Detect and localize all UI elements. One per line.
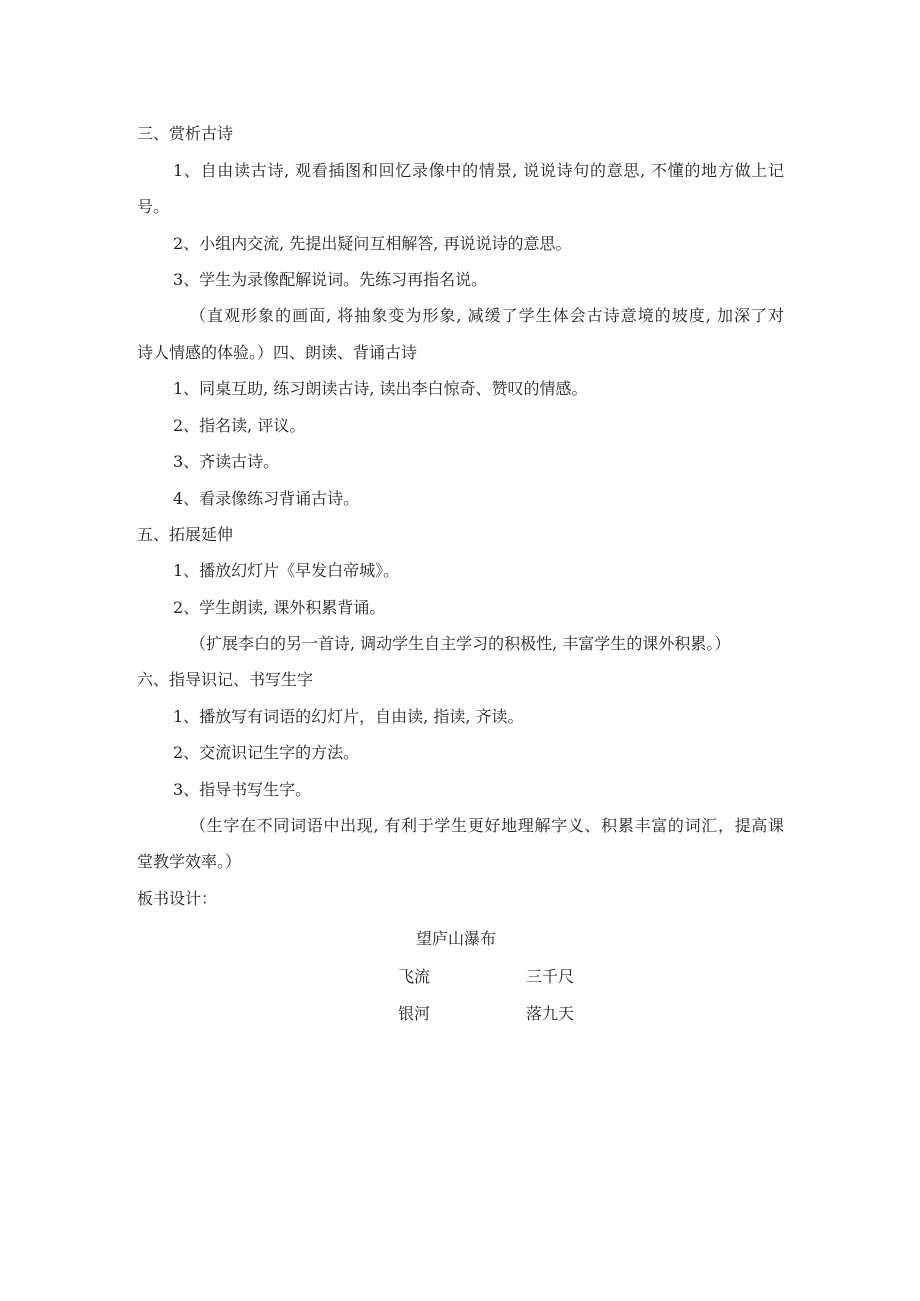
board-row2-left: 银河	[398, 1004, 431, 1023]
sec3-item-2: 2、小组内交流, 先提出疑问互相解答, 再说说诗的意思。	[173, 234, 572, 253]
board-row1-right: 三千尺	[526, 967, 575, 986]
sec3-item-3: 3、学生为录像配解说词。先练习再指名说。	[173, 270, 488, 289]
board-row1-left: 飞流	[398, 967, 431, 986]
board-title: 望庐山瀑布	[416, 929, 497, 948]
sec6-item-2: 2、交流识记生字的方法。	[173, 743, 360, 762]
section-heading-3: 三、赏析古诗	[137, 124, 234, 143]
sec6-item-1: 1、播放写有词语的幻灯片，自由读, 指读, 齐读。	[173, 707, 524, 726]
sec5-item-1: 1、播放幻灯片《早发白帝城》。	[173, 561, 400, 580]
sec3-item-1-line-2: 号。	[137, 197, 170, 216]
sec6-note-line-2: 堂教学效率。）	[137, 852, 242, 871]
section-heading-5: 五、拓展延伸	[137, 525, 234, 544]
sec4-item-4: 4、看录像练习背诵古诗。	[173, 489, 360, 508]
sec3-note-line-1: （直观形象的画面, 将抽象变为形象, 减缓了学生体会古诗意境的坡度, 加深了对	[190, 306, 784, 325]
section-heading-6: 六、指导识记、书写生字	[137, 670, 314, 689]
sec4-item-3: 3、齐读古诗。	[173, 452, 280, 471]
sec3-item-1-line-1: 1、自由读古诗, 观看插图和回忆录像中的情景, 说说诗句的意思, 不懂的地方做上记	[173, 161, 784, 180]
board-row2-right: 落九天	[526, 1004, 575, 1023]
sec4-item-2: 2、指名读, 评议。	[173, 416, 306, 435]
sec3-note-line-2: 诗人情感的体验。）四、朗读、背诵古诗	[137, 343, 418, 362]
board-design-label: 板书设计：	[137, 889, 218, 908]
sec6-item-3: 3、指导书写生字。	[173, 780, 312, 799]
sec4-item-1: 1、同桌互助, 练习朗读古诗, 读出李白惊奇、赞叹的情感。	[173, 379, 588, 398]
sec6-note-line-1: （生字在不同词语中出现, 有利于学生更好地理解字义、积累丰富的词汇，提高课	[190, 816, 784, 835]
sec5-item-2: 2、学生朗读, 课外积累背诵。	[173, 598, 386, 617]
sec5-note: （扩展李白的另一首诗, 调动学生自主学习的积极性, 丰富学生的课外积累。）	[190, 634, 731, 653]
